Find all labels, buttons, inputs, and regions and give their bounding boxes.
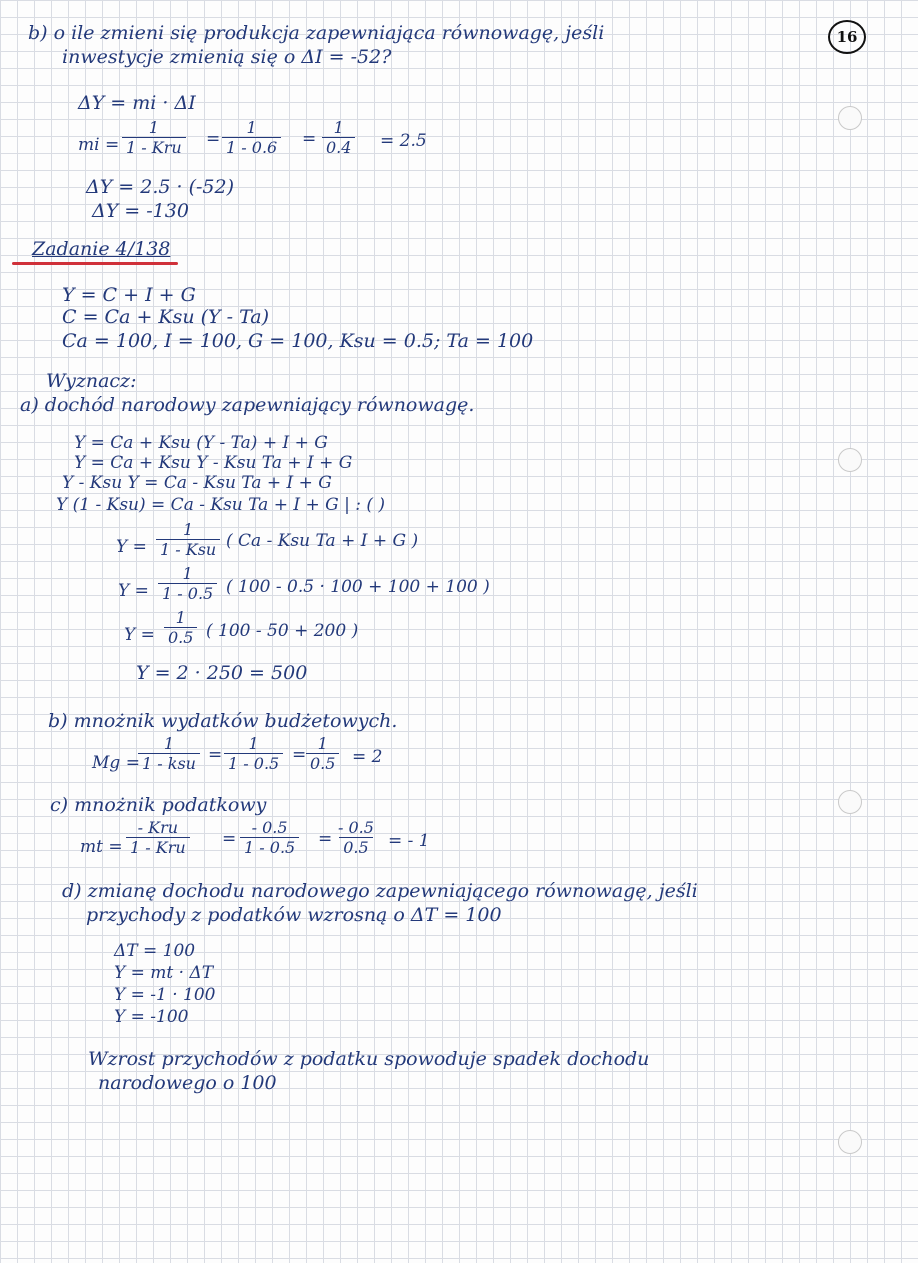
- part-c-result: = - 1: [388, 831, 430, 851]
- fraction-numerator: - 0.5: [251, 818, 288, 837]
- part-a-step-4: Y (1 - Ksu) = Ca - Ksu Ta + I + G | : ( ): [56, 495, 386, 515]
- fraction-numerator: 1: [333, 118, 344, 137]
- part-a-step-7-rest: ( 100 - 50 + 200 ): [206, 621, 359, 641]
- equals-sign: =: [302, 129, 317, 149]
- conclusion-line1: Wzrost przychodów z podatku spowoduje spadek dochodu: [88, 1048, 650, 1070]
- part-b2-question: b) mnożnik wydatków budżetowych.: [48, 710, 398, 732]
- fraction-denominator: 0.5: [339, 837, 372, 857]
- part-b2-fraction-2: [224, 734, 283, 773]
- equals-sign: =: [208, 745, 223, 765]
- fraction-numerator: 1: [148, 118, 159, 137]
- part-a-step-5-rest: ( Ca - Ksu Ta + I + G ): [226, 531, 419, 551]
- part-c-fraction-2: [240, 818, 299, 857]
- fraction-numerator: 1: [183, 520, 194, 539]
- part-a-step-6-fraction: [158, 564, 217, 603]
- fraction-denominator: 1 - 0.5: [158, 583, 217, 603]
- part-a-question: a) dochód narodowy zapewniający równowagę.: [20, 394, 475, 416]
- fraction-denominator: 0.5: [306, 753, 339, 773]
- part-a-result: Y = 2 · 250 = 500: [136, 662, 308, 684]
- part-b-question-line2: inwestycje zmienią się o ΔI = -52?: [62, 46, 392, 68]
- fraction-numerator: - 0.5: [338, 818, 374, 837]
- fraction-numerator: 1: [246, 118, 257, 137]
- part-d-question-line2: przychody z podatków wzrosną o ΔT = 100: [86, 904, 502, 926]
- fraction-numerator: 1: [163, 734, 175, 753]
- part-b-eq3: ΔY = -130: [92, 200, 189, 222]
- fraction-numerator: 1: [248, 734, 259, 753]
- fraction-denominator: 0.4: [322, 137, 355, 157]
- compute-label: Wyznacz:: [46, 370, 137, 392]
- part-d-line-1: ΔT = 100: [114, 941, 196, 961]
- model-equation-1: Y = C + I + G: [62, 284, 196, 306]
- fraction-denominator: 0.5: [164, 627, 197, 647]
- heading-underline: [12, 262, 178, 265]
- part-b-mi-fraction-2: [222, 118, 281, 157]
- part-a-step-6-prefix: Y =: [118, 581, 149, 601]
- page-number: [828, 20, 866, 54]
- part-d-line-2: Y = mt · ΔT: [114, 963, 214, 983]
- part-b-question-line1: b) o ile zmieni się produkcja zapewniająca równowagę, jeśli: [28, 22, 605, 44]
- binder-hole: [838, 106, 862, 130]
- fraction-denominator: 1 - 0.5: [224, 753, 283, 773]
- part-d-line-3: Y = -1 · 100: [114, 985, 216, 1005]
- part-d-line-4: Y = -100: [114, 1007, 189, 1027]
- fraction-numerator: 1: [175, 608, 186, 627]
- fraction-denominator: 1 - ksu: [138, 753, 200, 773]
- equals-sign: =: [206, 129, 221, 149]
- fraction-denominator: 1 - Kru: [122, 137, 186, 157]
- page-number-text: 16: [836, 28, 858, 46]
- fraction-numerator: 1: [317, 734, 328, 753]
- part-a-step-5-prefix: Y =: [116, 537, 147, 557]
- part-a-step-6-rest: ( 100 - 0.5 · 100 + 100 + 100 ): [226, 577, 490, 597]
- model-equation-2: C = Ca + Ksu (Y - Ta): [62, 306, 270, 328]
- equals-sign: =: [222, 829, 237, 849]
- binder-hole: [838, 790, 862, 814]
- part-b2-label: Mg =: [92, 753, 140, 773]
- fraction-denominator: 1 - 0.6: [222, 137, 281, 157]
- part-b-eq2: ΔY = 2.5 · (-52): [86, 176, 235, 198]
- fraction-denominator: 1 - 0.5: [240, 837, 299, 857]
- part-c-fraction-3: [334, 818, 378, 857]
- part-b2-fraction-1: [138, 734, 200, 773]
- part-b2-result: = 2: [352, 747, 383, 767]
- part-a-step-1: Y = Ca + Ksu (Y - Ta) + I + G: [74, 433, 328, 453]
- part-a-step-3: Y - Ksu Y = Ca - Ksu Ta + I + G: [62, 473, 332, 493]
- part-a-step-7-fraction: [164, 608, 197, 647]
- part-b-mi-result: = 2.5: [380, 131, 427, 151]
- binder-hole: [838, 448, 862, 472]
- part-c-fraction-1: [126, 818, 190, 857]
- part-c-question: c) mnożnik podatkowy: [50, 794, 267, 816]
- part-b-mi-fraction-3: [322, 118, 355, 157]
- fraction-numerator: 1: [182, 564, 193, 583]
- part-b2-fraction-3: [306, 734, 339, 773]
- part-a-step-2: Y = Ca + Ksu Y - Ksu Ta + I + G: [74, 453, 353, 473]
- part-a-step-7-prefix: Y =: [124, 625, 155, 645]
- fraction-denominator: 1 - Ksu: [156, 539, 220, 559]
- model-parameters: Ca = 100, I = 100, G = 100, Ksu = 0.5; Ta = 100: [62, 330, 534, 352]
- binder-hole: [838, 1130, 862, 1154]
- equals-sign: =: [292, 745, 307, 765]
- fraction-denominator: 1 - Kru: [126, 837, 190, 857]
- part-c-label: mt =: [80, 837, 123, 857]
- part-b-mi-fraction-1: [122, 118, 186, 157]
- part-a-step-5-fraction: [156, 520, 220, 559]
- part-b-eq1: ΔY = mi · ΔI: [78, 92, 196, 114]
- part-d-question-line1: d) zmianę dochodu narodowego zapewniającego równowagę, jeśli: [62, 880, 698, 902]
- fraction-numerator: - Kru: [137, 818, 179, 837]
- equals-sign: =: [318, 829, 333, 849]
- task-heading: Zadanie 4/138: [32, 238, 171, 260]
- part-b-mi-label: mi =: [78, 135, 120, 155]
- conclusion-line2: narodowego o 100: [98, 1072, 277, 1094]
